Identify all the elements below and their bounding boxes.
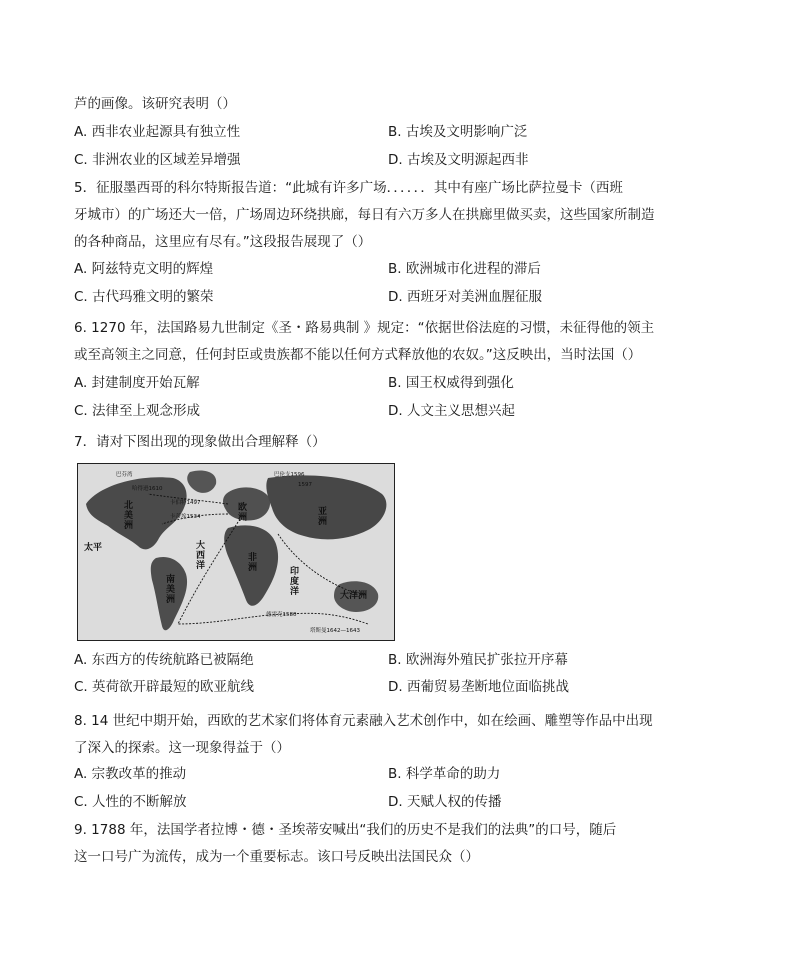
q5-stem-line3: 的各种商品，这里应有尽有。”这段报告展现了（） — [74, 234, 372, 250]
label-hudson: 哈得逊1610 — [132, 486, 163, 492]
q5-option-a: A. 阿兹特克文明的辉煌 — [74, 261, 214, 277]
q7-option-a: A. 东西方的传统航路已被隔绝 — [74, 652, 254, 668]
label-route-barents: 巴伦支1596 — [274, 472, 305, 478]
q8-option-c: C. 人性的不断解放 — [74, 794, 187, 810]
q5-option-c: C. 古代玛雅文明的繁荣 — [74, 289, 214, 305]
q5-stem-line1: 5．征服墨西哥的科尔特斯报告道：“此城有许多广场．．．．．．其中有座广场比萨拉曼卡（西班 — [74, 180, 623, 196]
label-pacific: 太平 — [84, 543, 103, 553]
q7-stem: 7．请对下图出现的现象做出合理解释（） — [74, 434, 326, 450]
label-route-cabot: 卡伯特1497 — [170, 500, 201, 506]
q6-option-b: B. 国王权威得到强化 — [388, 375, 514, 391]
label-europe: 欧洲 — [238, 503, 248, 523]
world-map-svg — [78, 464, 394, 640]
label-route-cartier: 卡蒂埃1534 — [170, 514, 201, 520]
q8-option-b: B. 科学革命的助力 — [388, 766, 501, 782]
q6-option-d: D. 人文主义思想兴起 — [388, 403, 515, 419]
q4-option-c: C. 非洲农业的区域差异增强 — [74, 152, 241, 168]
q6-stem-line1: 6. 1270 年，法国路易九世制定《圣・路易典制 》规定：“依据世俗法庭的习惯，未征得他的领主 — [74, 320, 655, 336]
q8-stem-line1: 8. 14 世纪中期开始，西欧的艺术家们将体育元素融入艺术创作中，如在绘画、雕塑等作品中出现 — [74, 713, 653, 729]
q9-stem-line2: 这一口号广为流传，成为一个重要标志。该口号反映出法国民众（） — [74, 849, 479, 865]
q4-option-d: D. 古埃及文明源起西非 — [388, 152, 529, 168]
q7-option-c: C. 英荷欲开辟最短的欧亚航线 — [74, 679, 255, 695]
label-asia: 亚洲 — [318, 507, 328, 527]
label-route-1597: 1597 — [298, 482, 312, 488]
q5-option-d: D. 西班牙对美洲血腥征服 — [388, 289, 542, 305]
label-atlantic: 大西洋 — [196, 541, 206, 571]
q5-option-b: B. 欧洲城市化进程的滞后 — [388, 261, 541, 277]
q9-stem-line1: 9. 1788 年，法国学者拉博・德・圣埃蒂安喊出“我们的历史不是我们的法典”的口号，随后 — [74, 822, 617, 838]
q7-option-d: D. 西葡贸易垄断地位面临挑战 — [388, 679, 569, 695]
q4-option-a: A. 西非农业起源具有独立性 — [74, 124, 241, 140]
label-route-drake: 德雷克1580 — [266, 612, 297, 618]
q6-stem-line2: 或至高领主之同意，任何封臣或贵族都不能以任何方式释放他的农奴。”这反映出，当时法国（） — [74, 347, 642, 363]
q7-option-b: B. 欧洲海外殖民扩张拉开序幕 — [388, 652, 568, 668]
label-africa: 非洲 — [248, 553, 258, 573]
q8-option-a: A. 宗教改革的推动 — [74, 766, 187, 782]
label-baffin: 巴芬湾 — [116, 472, 133, 478]
world-map-figure — [77, 463, 395, 641]
q8-stem-line2: 了深入的探索。这一现象得益于（） — [74, 740, 290, 756]
label-north-america: 北美洲 — [124, 501, 134, 531]
q4-option-b: B. 古埃及文明影响广泛 — [388, 124, 528, 140]
q6-option-c: C. 法律至上观念形成 — [74, 403, 201, 419]
q4-stem-tail: 芦的画像。该研究表明（） — [74, 96, 236, 112]
q8-option-d: D. 天赋人权的传播 — [388, 794, 502, 810]
label-south-america: 南美洲 — [166, 575, 176, 605]
label-oceania: 大洋洲 — [340, 591, 368, 601]
q5-stem-line2: 牙城市）的广场还大一倍，广场周边环绕拱廊，每日有六万多人在拱廊里做买卖，这些国家所制造 — [74, 207, 655, 223]
label-route-tasman: 塔斯曼1642—1643 — [310, 628, 360, 634]
label-indian: 印度洋 — [290, 567, 300, 597]
q6-option-a: A. 封建制度开始瓦解 — [74, 375, 200, 391]
